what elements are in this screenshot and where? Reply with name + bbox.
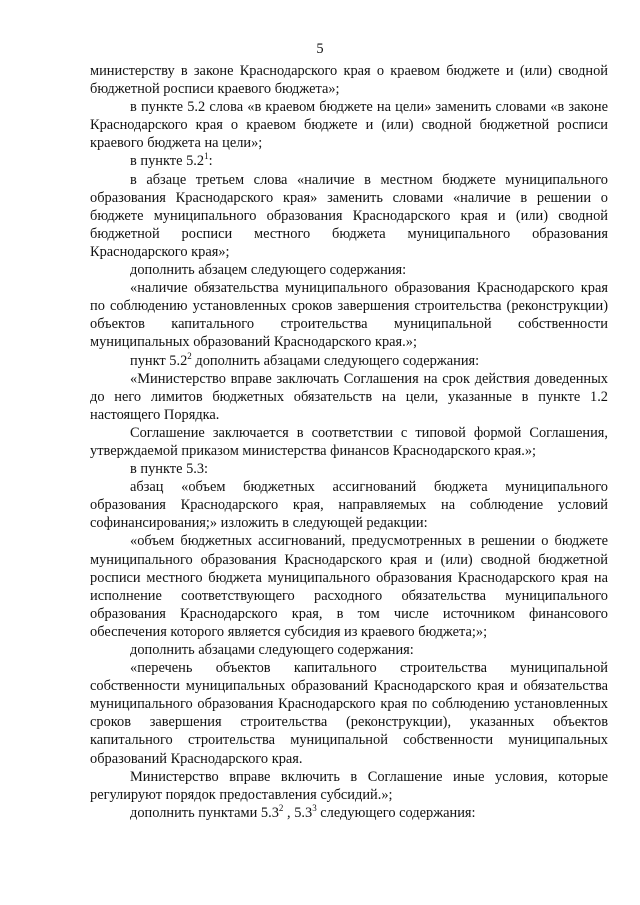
paragraph: абзац «объем бюджетных ассигнований бюджета муниципального образования Краснодарского края, направляемых на соблюдение условий софинансирования;» изложить в следующей редакции: bbox=[90, 479, 608, 532]
paragraph: дополнить абзацем следующего содержания: bbox=[130, 262, 407, 279]
paragraph: Соглашение заключается в соответствии с типовой формой Соглашения, утверждаемой приказом министерства финансов Краснодарского края.»; bbox=[90, 424, 608, 459]
superscript: 1 bbox=[204, 151, 209, 162]
paragraph: «объем бюджетных ассигнований, предусмотренных в решении о бюджете муниципального образования Краснодарского края и (или) сводной бюджетной росписи местного бюджета муниципального образования Краснодарского края на исполнение соответствующего расходного обязательства муниципального образования Краснодарского края, в том числе источником финансового обеспечения которого является субсидия из краевого бюджета;»; bbox=[90, 533, 608, 640]
paragraph: дополнить пунктами $5.3^2$ , $5.3^3$ следующего содержания: bbox=[130, 802, 476, 821]
paragraph: в пункте $5.2^1$: bbox=[130, 151, 213, 170]
paragraph: «перечень объектов капитального строительства муниципальной собственности муниципальных образований Краснодарского края и обязательства муниципального образования Краснодарского края по соблюдению установленных сроков завершения строительства (реконструкции), указанных объектов капитального строительства муниципальной собственности муниципальных образований Краснодарского края. bbox=[90, 660, 608, 767]
paragraph: «наличие обязательства муниципального образования Краснодарского края по соблюдению установленных сроков завершения строительства (реконструкции) объектов капитального строительства муниципальной собственности муниципальных образований Краснодарского края.»; bbox=[90, 280, 608, 351]
paragraph: в пункте 5.3: bbox=[130, 461, 209, 478]
document-body bbox=[90, 62, 608, 822]
paragraph: в абзаце третьем слова «наличие в местном бюджете муниципального образования Краснодарского края» заменить словами «наличие в решении о бюджете муниципального образования Краснодарского края и (или) сводной бюджетной росписи местного бюджета муниципального образования Краснодарского края»; bbox=[90, 171, 608, 260]
paragraph: «Министерство вправе заключать Соглашения на срок действия доведенных до него лимитов бюджетных обязательств на цели, указанные в пункте 1.2 настоящего Порядка. bbox=[90, 370, 608, 423]
paragraph: дополнить абзацами следующего содержания: bbox=[130, 642, 414, 658]
paragraph: в пункте 5.2 слова «в краевом бюджете на цели» заменить словами «в законе Краснодарского края о краевом бюджете и (или) сводной бюджетной росписи краевого бюджета на цели»; bbox=[90, 99, 608, 152]
paragraph: пункт $5.2^2$ дополнить абзацами следующего содержания: bbox=[130, 350, 480, 369]
superscript: 3 bbox=[312, 802, 317, 813]
paragraph: Министерство вправе включить в Соглашение иные условия, которые регулируют порядок предоставления субсидий.»; bbox=[90, 768, 608, 803]
superscript: 2 bbox=[187, 350, 192, 361]
paragraph: министерству в законе Краснодарского края о краевом бюджете и (или) сводной бюджетной росписи краевого бюджета»; bbox=[90, 63, 608, 98]
superscript: 2 bbox=[278, 802, 284, 813]
page-number: 5 bbox=[316, 41, 324, 57]
